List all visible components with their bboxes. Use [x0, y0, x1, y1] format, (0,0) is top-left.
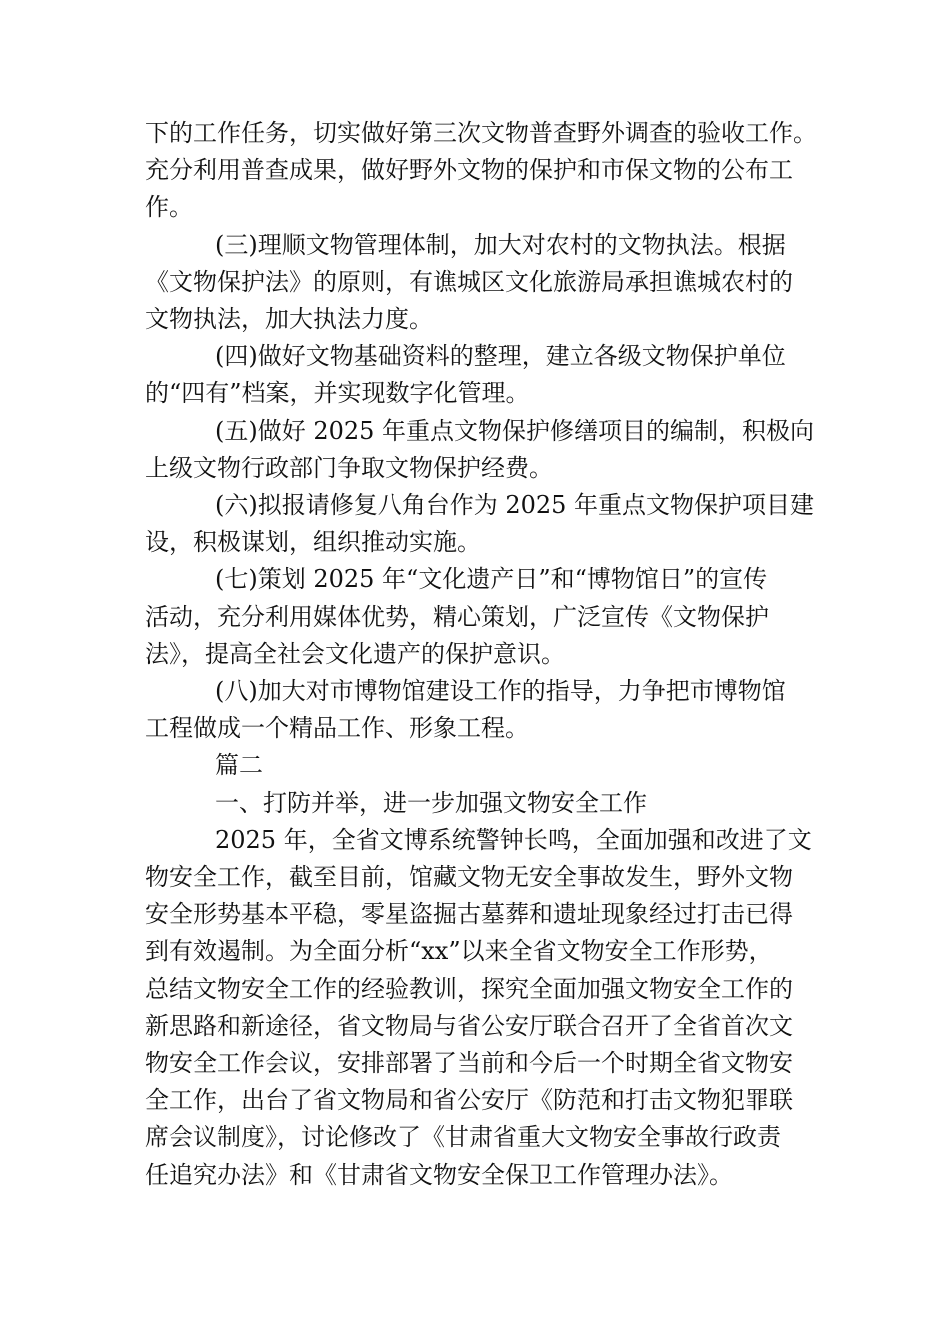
text-line: 安全形势基本平稳，零星盗掘古墓葬和遗址现象经过打击已得: [145, 900, 793, 929]
paragraph: [145, 338, 825, 412]
text-line: 一、打防并举，进一步加强文物安全工作: [215, 788, 647, 817]
paragraph: [145, 561, 825, 673]
text-line: 新思路和新途径，省文物局与省公安厅联合召开了全省首次文: [145, 1011, 793, 1040]
text-line: (三)理顺文物管理体制，加大对农村的文物执法。根据: [215, 230, 786, 259]
paragraph: [145, 227, 825, 339]
text-line: 下的工作任务，切实做好第三次文物普查野外调查的验收工作。: [145, 119, 817, 147]
document-body: [145, 115, 825, 1194]
text-line: 全工作，出台了省文物局和省公安厅《防范和打击文物犯罪联: [145, 1086, 793, 1115]
text-line: 总结文物安全工作的经验教训，探究全面加强文物安全工作的: [145, 974, 793, 1003]
text-line: 设，积极谋划，组织推动实施。: [145, 528, 481, 557]
paragraph: [145, 673, 825, 747]
text-line: 到有效遏制。为全面分析“xx”以来全省文物安全工作形势，: [145, 937, 773, 966]
text-line: 物安全工作，截至目前，馆藏文物无安全事故发生，野外文物: [145, 863, 793, 892]
text-line: 活动，充分利用媒体优势，精心策划，广泛宣传《文物保护: [145, 602, 769, 631]
text-line: 作。: [145, 193, 193, 222]
text-line: (五)做好 2025 年重点文物保护修缮项目的编制，积极向: [215, 416, 815, 445]
text-line: 《文物保护法》的原则，有谯城区文化旅游局承担谯城农村的: [145, 267, 793, 296]
text-line: 物安全工作会议，安排部署了当前和今后一个时期全省文物安: [145, 1049, 793, 1078]
text-line: 上级文物行政部门争取文物保护经费。: [145, 453, 553, 482]
text-line: 席会议制度》，讨论修改了《甘肃省重大文物安全事故行政责: [145, 1123, 781, 1152]
paragraph: [145, 115, 825, 227]
text-line: (八)加大对市博物馆建设工作的指导，力争把市博物馆: [215, 677, 786, 706]
text-line: 的“四有”档案，并实现数字化管理。: [145, 379, 530, 408]
text-line: 2025 年，全省文博系统警钟长鸣，全面加强和改进了文: [215, 825, 812, 854]
paragraph: [145, 822, 825, 1194]
text-line: 任追究办法》和《甘肃省文物安全保卫工作管理办法》。: [145, 1160, 733, 1189]
text-line: (六)拟报请修复八角台作为 2025 年重点文物保护项目建: [215, 491, 815, 520]
paragraph: [145, 413, 825, 487]
paragraph: [145, 487, 825, 561]
paragraph: [145, 747, 825, 784]
text-line: 文物执法，加大执法力度。: [145, 305, 433, 334]
text-line: 充分利用普查成果，做好野外文物的保护和市保文物的公布工: [145, 156, 793, 185]
text-line: 篇二: [215, 751, 263, 780]
text-line: (四)做好文物基础资料的整理，建立各级文物保护单位: [215, 342, 786, 371]
text-line: 法》，提高全社会文化遗产的保护意识。: [145, 639, 565, 668]
text-line: (七)策划 2025 年“文化遗产日”和“博物馆日”的宣传: [215, 565, 768, 594]
text-line: 工程做成一个精品工作、形象工程。: [145, 714, 529, 743]
paragraph: [145, 785, 825, 822]
